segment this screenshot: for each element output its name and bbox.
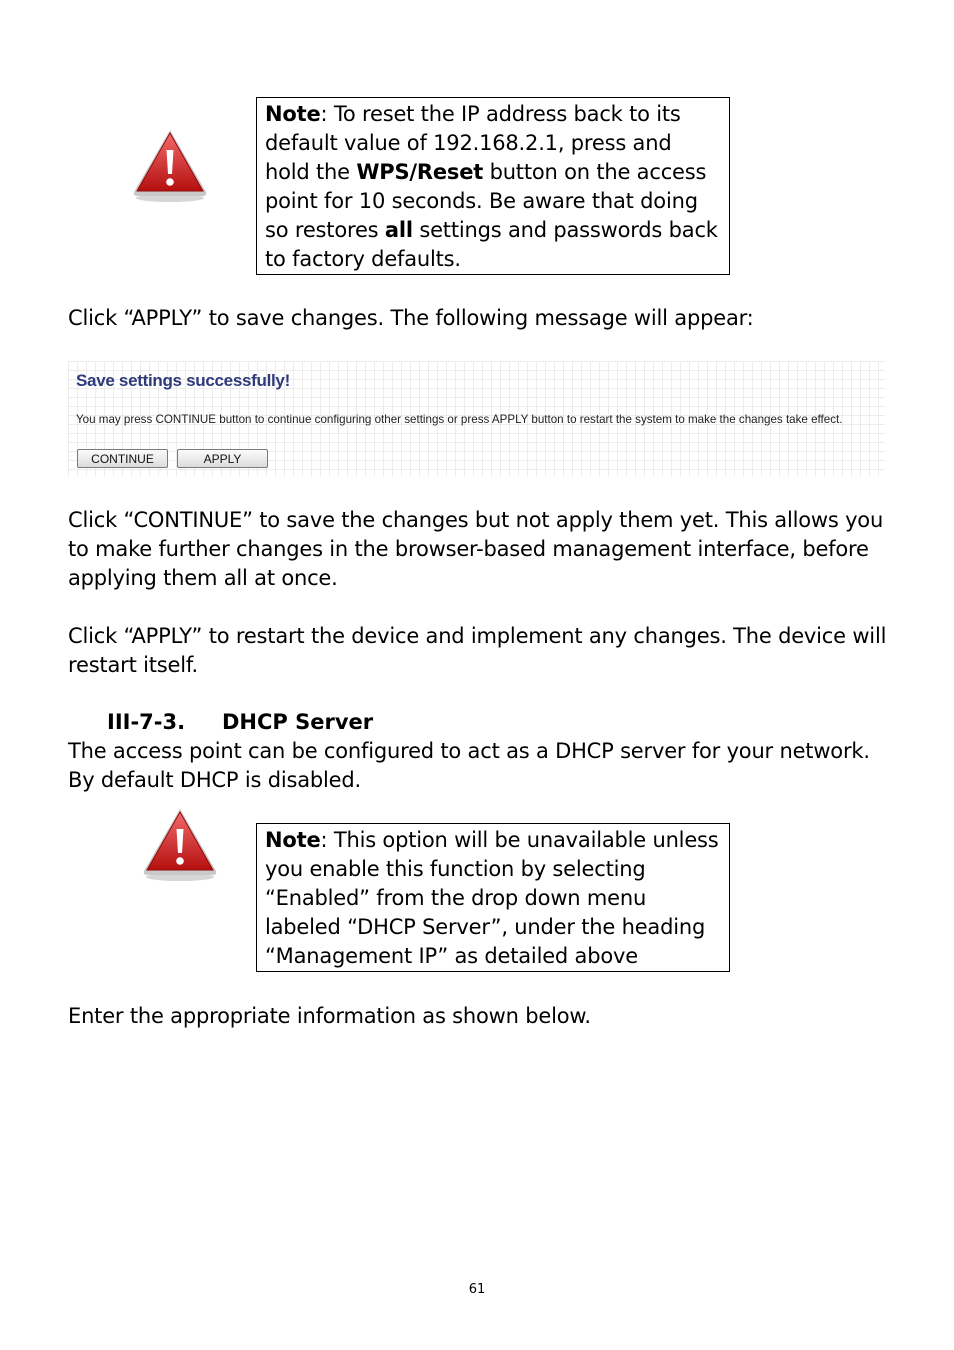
note-label: Note: [265, 828, 321, 852]
note-label: Note: [265, 102, 321, 126]
save-success-message: You may press CONTINUE button to continue configuring other settings or press APPLY button to restart the system to make the changes take effect.: [76, 413, 843, 426]
paragraph-apply-intro: Click “APPLY” to save changes. The following message will appear:: [68, 306, 754, 330]
note-bold-all: all: [384, 218, 413, 242]
paragraph-apply: Click “APPLY” to restart the device and implement any changes. The device will restart itself.: [68, 624, 887, 677]
paragraph-continue: Click “CONTINUE” to save the changes but not apply them yet. This allows you to make further changes in the browser-based management interface, before applying them all at once.: [68, 508, 884, 590]
save-settings-panel: [68, 361, 885, 476]
save-success-title: Save settings successfully!: [76, 371, 290, 390]
continue-button[interactable]: CONTINUE: [77, 449, 168, 468]
section-number: III-7-3.: [107, 710, 186, 734]
paragraph-enter-info: Enter the appropriate information as shown below.: [68, 1004, 591, 1028]
note-text: : This option will be unavailable unless you enable this function by selecting “Enabled” from the drop down menu labeled “DHCP Server”, under the heading “Management IP” as detailed above: [265, 828, 719, 968]
note-box-reset: [256, 97, 730, 275]
page-number: 61: [468, 1282, 486, 1297]
note-text: settings and passwords back to factory defaults.: [265, 218, 718, 271]
note-box-dhcp: [256, 823, 730, 972]
apply-button[interactable]: APPLY: [177, 449, 268, 468]
paragraph-dhcp: The access point can be configured to act as a DHCP server for your network. By default DHCP is disabled.: [68, 739, 870, 792]
section-title: DHCP Server: [222, 710, 374, 734]
warning-icon: [141, 805, 219, 883]
note-text: : To reset the IP address back to its default value of 192.168.2.1, press and hold the: [265, 102, 681, 184]
note-text: button on the access point for 10 seconds. Be aware that doing so restores: [265, 160, 707, 242]
note-bold-wps-reset: WPS/Reset: [356, 160, 484, 184]
warning-icon: [131, 126, 209, 204]
